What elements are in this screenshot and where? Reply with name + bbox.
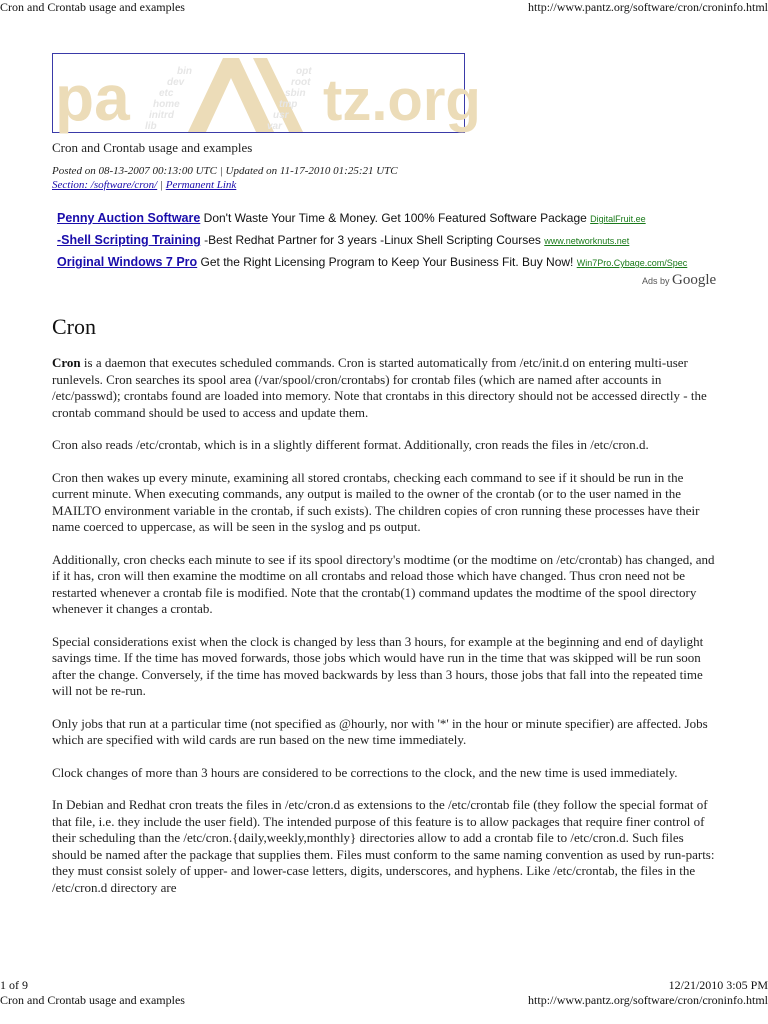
ad-block bbox=[57, 208, 719, 274]
ad-url-link[interactable]: www.networknuts.net bbox=[544, 236, 630, 246]
permalink-link[interactable]: Permanent Link bbox=[165, 179, 237, 191]
ad-text: Don't Waste Your Time & Money. Get 100% Featured Software Package bbox=[200, 211, 591, 225]
ad-url-link[interactable]: Win7Pro.Cybage.com/Spec bbox=[576, 258, 688, 268]
article-body bbox=[52, 355, 716, 912]
print-header-title: Cron and Crontab usage and examples bbox=[0, 0, 185, 14]
print-header-url: http://www.pantz.org/software/cron/croninfo.html bbox=[528, 0, 768, 14]
paragraph: In Debian and Redhat cron treats the files in /etc/cron.d as extensions to the /etc/crontab file (they follow the special format of that file, i.e. they include the user field). The intended purpose of this feature is to allow packages that require finer control of their scheduling than the /etc/cron.{daily,weekly,monthly} directories allow to add a crontab file to /etc/cron.d. Such files should be named after the package that supplies them. Files must conform to the same naming convention as used by run-parts: they must consist solely of upper- and lower-case letters, digits, underscores, and hyphens. Like /etc/crontab, the files in the /etc/cron.d directory are bbox=[52, 797, 715, 895]
ad-title-link[interactable]: Original Windows 7 Pro bbox=[57, 255, 198, 269]
logo-dirs-left bbox=[145, 66, 192, 132]
link-separator: | bbox=[157, 179, 166, 191]
svg-text:tmp: tmp bbox=[279, 99, 298, 110]
section-link[interactable]: Section: /software/cron/ bbox=[52, 179, 158, 191]
site-subtitle: Cron and Crontab usage and examples bbox=[52, 140, 253, 155]
print-footer-repeat bbox=[0, 993, 768, 1007]
logo-graphic bbox=[53, 54, 481, 134]
print-footer bbox=[0, 978, 768, 992]
post-dates: Posted on 08-13-2007 00:13:00 UTC | Updated on 11-17-2010 01:25:21 UTC bbox=[52, 165, 398, 177]
ads-by-label: Ads by bbox=[642, 276, 673, 286]
ad-text: -Best Redhat Partner for 3 years -Linux Shell Scripting Courses bbox=[200, 233, 545, 247]
paragraph: Cron then wakes up every minute, examining all stored crontabs, checking each command to see if it should be run in the current minute. When executing commands, any output is mailed to the owner of the crontab (or to the user named in the MAILTO environment variable in the crontab, if such exists). The children copies of cron running these processes have their name coerced to uppercase, as will be seen in the syslog and ps output. bbox=[52, 469, 700, 534]
svg-text:root: root bbox=[291, 77, 311, 88]
bold-term: Cron bbox=[52, 355, 81, 370]
google-wordmark: Google bbox=[672, 272, 717, 288]
svg-text:home: home bbox=[153, 99, 180, 110]
paragraph: Special considerations exist when the clock is changed by less than 3 hours, for example at the beginning and end of daylight savings time. If the time has moved forwards, those jobs which would have run in the time that was skipped will be run soon after the change. Conversely, if the time has moved backwards by less than 3 hours, those jobs that fall into the repeated time will not be re-run. bbox=[52, 633, 704, 698]
ad-url-link[interactable]: DigitalFruit.ee bbox=[590, 214, 646, 224]
footer-url: http://www.pantz.org/software/cron/croninfo.html bbox=[528, 993, 768, 1007]
svg-text:initrd: initrd bbox=[149, 110, 174, 121]
svg-text:dev: dev bbox=[167, 77, 185, 88]
ad-item bbox=[57, 208, 719, 230]
paragraph: Only jobs that run at a particular time (not specified as @hourly, nor with '*' in the hour or minute specifier) are affected. Jobs which are specified with wild cards are run based on the new time immediately. bbox=[52, 715, 708, 747]
ad-title-link[interactable]: Penny Auction Software bbox=[57, 211, 201, 225]
logo-pa: pa bbox=[55, 62, 130, 134]
svg-text:opt: opt bbox=[296, 66, 312, 77]
svg-text:bin: bin bbox=[177, 66, 192, 77]
ad-item bbox=[57, 252, 719, 274]
post-meta bbox=[52, 164, 398, 192]
ad-item bbox=[57, 230, 719, 252]
print-datetime: 12/21/2010 3:05 PM bbox=[668, 978, 768, 992]
svg-text:etc: etc bbox=[159, 88, 174, 99]
footer-title: Cron and Crontab usage and examples bbox=[0, 993, 185, 1007]
site-logo[interactable] bbox=[52, 53, 481, 134]
ads-by-google[interactable] bbox=[642, 272, 716, 289]
svg-text:lib: lib bbox=[145, 121, 157, 132]
paragraph: Cron also reads /etc/crontab, which is in a slightly different format. Additionally, cron reads the files in /etc/cron.d. bbox=[52, 437, 649, 452]
page-title: Cron bbox=[52, 314, 96, 339]
ad-title-link[interactable]: -Shell Scripting Training bbox=[57, 233, 201, 247]
svg-text:usr: usr bbox=[273, 110, 289, 121]
post-links bbox=[52, 178, 398, 192]
logo-tz: tz.org bbox=[323, 68, 481, 133]
svg-text:sbin: sbin bbox=[285, 88, 306, 99]
page-count: 1 of 9 bbox=[0, 978, 28, 992]
svg-text:var: var bbox=[267, 121, 283, 132]
paragraph: Clock changes of more than 3 hours are considered to be corrections to the clock, and the new time is used immediately. bbox=[52, 764, 678, 780]
paragraph: Cron is a daemon that executes scheduled commands. Cron is started automatically from /etc/init.d on entering multi-user runlevels. Cron searches its spool area (/var/spool/cron/crontabs) for crontab files (which are named after accounts in /etc/passwd); crontabs found are loaded into memory. Note that crontabs in this directory should not be accessed directly - the crontab command should be used to access and update them. bbox=[52, 355, 707, 420]
ad-text: Get the Right Licensing Program to Keep Your Business Fit. Buy Now! bbox=[197, 255, 577, 269]
paragraph: Additionally, cron checks each minute to see if its spool directory's modtime (or the modtime on /etc/crontab) has changed, and if it has, cron will then examine the modtime on all crontabs and reload those which have changed. Thus cron need not be restarted whenever a crontab file is modified. Note that the crontab(1) command updates the modtime of the spool directory whenever it changes a crontab. bbox=[52, 551, 715, 616]
print-header bbox=[0, 0, 768, 14]
